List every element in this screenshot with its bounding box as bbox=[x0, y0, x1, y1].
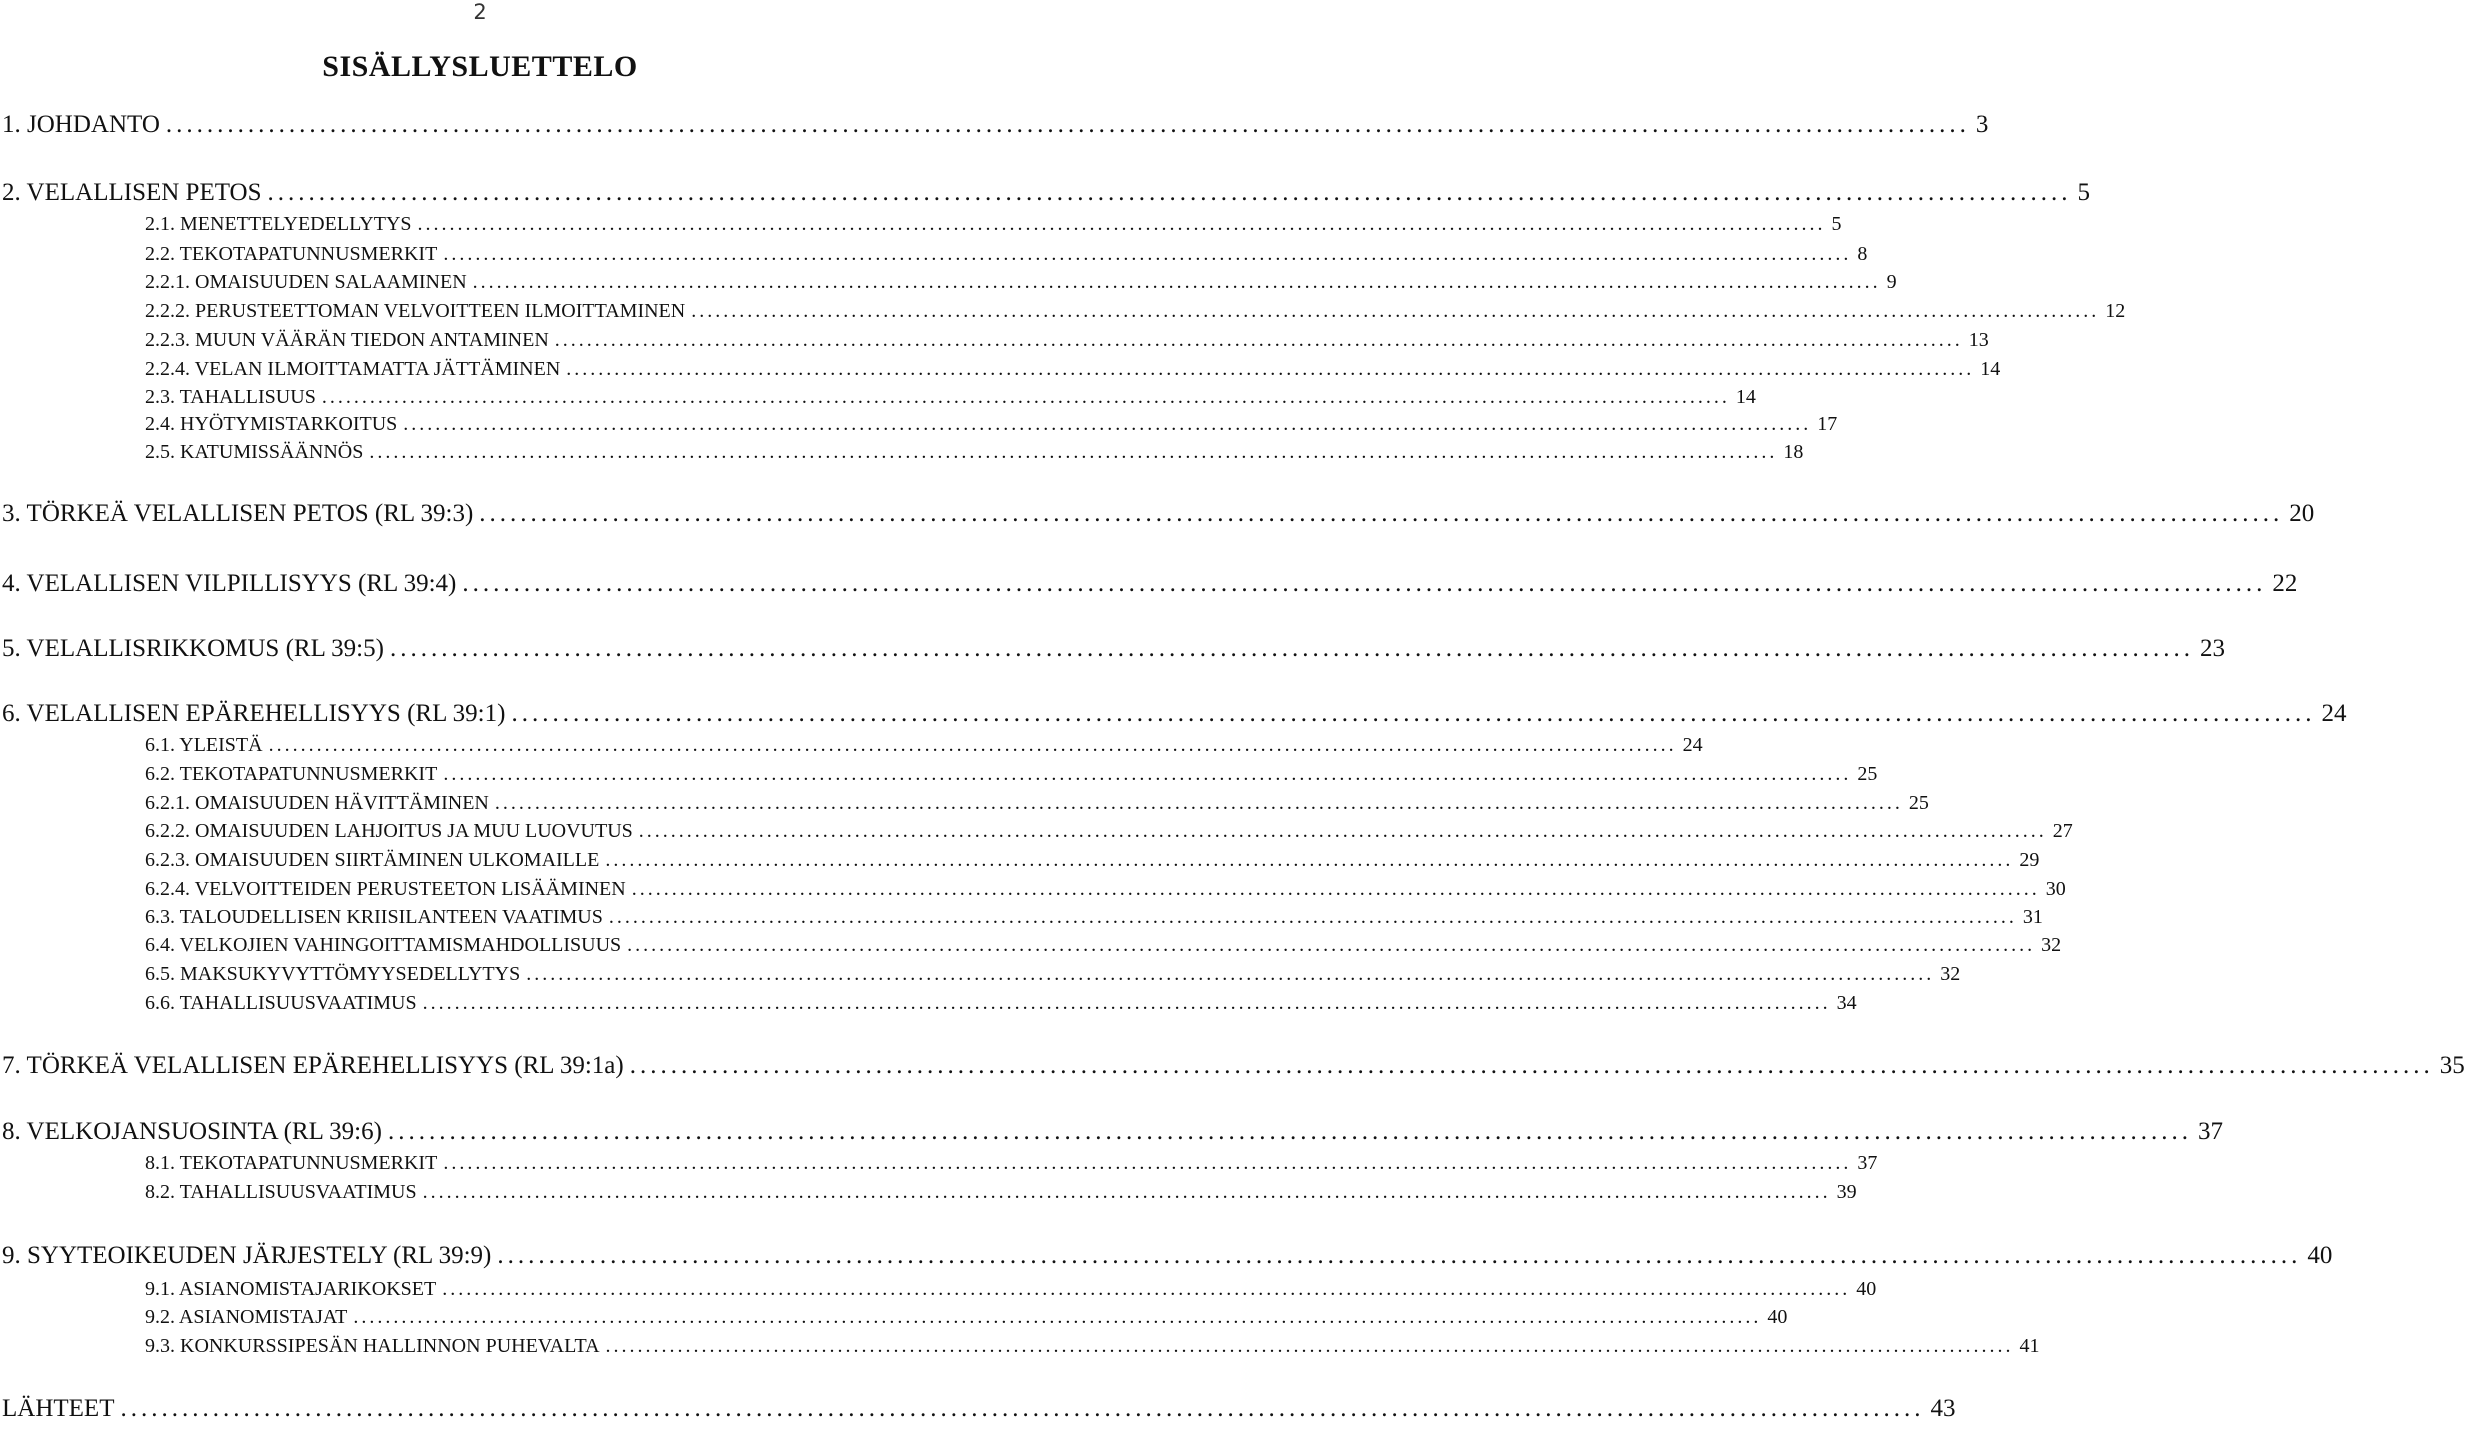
dot-leader: ................................................................................................................................................................................ bbox=[403, 413, 1812, 435]
toc-entry-label: LÄHTEET bbox=[2, 1394, 115, 1422]
toc-entry-page: 35 bbox=[2439, 1051, 2465, 1079]
toc-entry-label: 2.1. MENETTELYEDELLYTYS bbox=[145, 213, 412, 235]
toc-entry-page: 41 bbox=[2019, 1335, 2040, 1357]
toc-entry[interactable] bbox=[0, 358, 2001, 380]
dot-leader: ................................................................................................................................................................................ bbox=[462, 569, 2267, 597]
dot-leader: ................................................................................................................................................................................ bbox=[479, 499, 2284, 527]
toc-entry-label: 5. VELALLISRIKKOMUS (RL 39:5) bbox=[2, 634, 384, 662]
toc-entry-label: 9.2. ASIANOMISTAJAT bbox=[145, 1306, 348, 1328]
dot-leader: ................................................................................................................................................................................ bbox=[268, 734, 1677, 756]
toc-entry-page: 39 bbox=[1836, 1181, 1857, 1203]
toc-entry[interactable] bbox=[0, 734, 1703, 756]
toc-entry-label: 1. JOHDANTO bbox=[2, 110, 160, 138]
dot-leader: ................................................................................................................................................................................ bbox=[443, 763, 1852, 785]
toc-entry[interactable] bbox=[0, 849, 2040, 871]
toc-entry-label: 2.5. KATUMISSÄÄNNÖS bbox=[145, 441, 364, 463]
dot-leader: ................................................................................................................................................................................ bbox=[422, 992, 1831, 1014]
toc-entry-label: 6.2.1. OMAISUUDEN HÄVITTÄMINEN bbox=[145, 792, 489, 814]
toc-entry[interactable] bbox=[0, 1152, 1878, 1174]
toc-entry-page: 20 bbox=[2289, 499, 2315, 527]
dot-leader: ................................................................................................................................................................................ bbox=[321, 386, 1730, 408]
dot-leader: ................................................................................................................................................................................ bbox=[443, 243, 1852, 265]
toc-entry-label: 6.2. TEKOTAPATUNNUSMERKIT bbox=[145, 763, 438, 785]
toc-entry-page: 27 bbox=[2052, 820, 2073, 842]
toc-entry-page: 9 bbox=[1886, 271, 1897, 293]
toc-entry-page: 34 bbox=[1836, 992, 1857, 1014]
toc-entry[interactable] bbox=[0, 178, 2090, 206]
toc-entry[interactable] bbox=[0, 906, 2043, 928]
toc-entry-page: 14 bbox=[1980, 358, 2001, 380]
toc-entry-label: 8. VELKOJANSUOSINTA (RL 39:6) bbox=[2, 1117, 382, 1145]
toc-entry-page: 32 bbox=[1940, 963, 1961, 985]
toc-entry-label: 2.2.3. MUUN VÄÄRÄN TIEDON ANTAMINEN bbox=[145, 329, 549, 351]
toc-entry-label: 6.2.4. VELVOITTEIDEN PERUSTEETON LISÄÄMINEN bbox=[145, 878, 626, 900]
dot-leader: ................................................................................................................................................................................ bbox=[353, 1306, 1762, 1328]
dot-leader: ................................................................................................................................................................................ bbox=[443, 1152, 1852, 1174]
toc-entry[interactable] bbox=[0, 934, 2062, 956]
toc-entry-label: 4. VELALLISEN VILPILLISYYS (RL 39:4) bbox=[2, 569, 457, 597]
toc-entry-label: 2.3. TAHALLISUUS bbox=[145, 386, 316, 408]
toc-entry-page: 40 bbox=[1856, 1278, 1877, 1300]
toc-entry[interactable] bbox=[0, 386, 1756, 408]
dot-leader: ................................................................................................................................................................................ bbox=[526, 963, 1935, 985]
toc-entry-label: 6.4. VELKOJIEN VAHINGOITTAMISMAHDOLLISUUS bbox=[145, 934, 622, 956]
toc-entry[interactable] bbox=[0, 1278, 1877, 1300]
toc-entry[interactable] bbox=[0, 1117, 2223, 1145]
toc-entry-page: 8 bbox=[1857, 243, 1868, 265]
toc-entry-page: 12 bbox=[2105, 300, 2126, 322]
dot-leader: ................................................................................................................................................................................ bbox=[638, 820, 2047, 842]
toc-entry-page: 23 bbox=[2199, 634, 2225, 662]
dot-leader: ................................................................................................................................................................................ bbox=[369, 441, 1778, 463]
toc-entry-label: 2. VELALLISEN PETOS bbox=[2, 178, 262, 206]
toc-entry-page: 37 bbox=[2197, 1117, 2223, 1145]
dot-leader: ................................................................................................................................................................................ bbox=[387, 1117, 2192, 1145]
toc-entry-page: 29 bbox=[2019, 849, 2040, 871]
toc-entry-label: 2.2.1. OMAISUUDEN SALAAMINEN bbox=[145, 271, 467, 293]
toc-entry-label: 8.1. TEKOTAPATUNNUSMERKIT bbox=[145, 1152, 438, 1174]
toc-entry-label: 2.2.2. PERUSTEETTOMAN VELVOITTEEN ILMOITTAMINEN bbox=[145, 300, 686, 322]
dot-leader: ................................................................................................................................................................................ bbox=[554, 329, 1963, 351]
toc-entry-page: 32 bbox=[2041, 934, 2062, 956]
dot-leader: ................................................................................................................................................................................ bbox=[631, 878, 2040, 900]
toc-entry-label: 6. VELALLISEN EPÄREHELLISYYS (RL 39:1) bbox=[2, 699, 506, 727]
toc-entry-page: 13 bbox=[1968, 329, 1989, 351]
toc-entry-page: 40 bbox=[1767, 1306, 1788, 1328]
toc-entry[interactable] bbox=[0, 1051, 2465, 1079]
toc-entry[interactable] bbox=[0, 878, 2066, 900]
dot-leader: ................................................................................................................................................................................ bbox=[566, 358, 1975, 380]
dot-leader: ................................................................................................................................................................................ bbox=[120, 1394, 1925, 1422]
dot-leader: ................................................................................................................................................................................ bbox=[691, 300, 2100, 322]
toc-entry[interactable] bbox=[0, 699, 2347, 727]
toc-entry-page: 14 bbox=[1735, 386, 1756, 408]
page-number: 2 bbox=[473, 0, 487, 24]
toc-entry-label: 9.3. KONKURSSIPESÄN HALLINNON PUHEVALTA bbox=[145, 1335, 600, 1357]
toc-entry-page: 5 bbox=[1831, 213, 1842, 235]
dot-leader: ................................................................................................................................................................................ bbox=[389, 634, 2194, 662]
dot-leader: ................................................................................................................................................................................ bbox=[511, 699, 2316, 727]
toc-entry-label: 6.5. MAKSUKYVYTTÖMYYSEDELLYTYS bbox=[145, 963, 521, 985]
toc-entry-label: 7. TÖRKEÄ VELALLISEN EPÄREHELLISYYS (RL 39:1a) bbox=[2, 1051, 624, 1079]
toc-entry-page: 22 bbox=[2272, 569, 2298, 597]
toc-entry-label: 8.2. TAHALLISUUSVAATIMUS bbox=[145, 1181, 417, 1203]
toc-entry[interactable] bbox=[0, 634, 2225, 662]
toc-entry-label: 9.1. ASIANOMISTAJARIKOKSET bbox=[145, 1278, 437, 1300]
toc-entry-label: 6.2.2. OMAISUUDEN LAHJOITUS JA MUU LUOVUTUS bbox=[145, 820, 633, 842]
toc-entry[interactable] bbox=[0, 1335, 2040, 1357]
dot-leader: ................................................................................................................................................................................ bbox=[608, 906, 2017, 928]
toc-entry[interactable] bbox=[0, 1241, 2333, 1269]
toc-entry-page: 24 bbox=[2321, 699, 2347, 727]
toc-entry-page: 25 bbox=[1908, 792, 1929, 814]
toc-entry[interactable] bbox=[0, 763, 1878, 785]
toc-entry[interactable] bbox=[0, 110, 1989, 138]
dot-leader: ................................................................................................................................................................................ bbox=[267, 178, 2072, 206]
toc-entry[interactable] bbox=[0, 1306, 1788, 1328]
toc-entry[interactable] bbox=[0, 820, 2073, 842]
toc-entry-page: 3 bbox=[1975, 110, 1989, 138]
dot-leader: ................................................................................................................................................................................ bbox=[494, 792, 1903, 814]
toc-entry-page: 31 bbox=[2022, 906, 2043, 928]
toc-entry-page: 43 bbox=[1930, 1394, 1956, 1422]
dot-leader: ................................................................................................................................................................................ bbox=[165, 110, 1970, 138]
toc-entry[interactable] bbox=[0, 413, 1838, 435]
dot-leader: ................................................................................................................................................................................ bbox=[627, 934, 2036, 956]
toc-entry-page: 18 bbox=[1783, 441, 1804, 463]
toc-entry-page: 30 bbox=[2045, 878, 2066, 900]
dot-leader: ................................................................................................................................................................................ bbox=[605, 1335, 2014, 1357]
toc-entry-label: 2.4. HYÖTYMISTARKOITUS bbox=[145, 413, 398, 435]
toc-entry[interactable] bbox=[0, 441, 1804, 463]
dot-leader: ................................................................................................................................................................................ bbox=[442, 1278, 1851, 1300]
dot-leader: ................................................................................................................................................................................ bbox=[422, 1181, 1831, 1203]
toc-entry-page: 24 bbox=[1682, 734, 1703, 756]
toc-entry[interactable] bbox=[0, 1181, 1857, 1203]
toc-entry-page: 37 bbox=[1857, 1152, 1878, 1174]
toc-entry-label: 2.2. TEKOTAPATUNNUSMERKIT bbox=[145, 243, 438, 265]
toc-entry-label: 6.6. TAHALLISUUSVAATIMUS bbox=[145, 992, 417, 1014]
toc-entry-page: 17 bbox=[1817, 413, 1838, 435]
dot-leader: ................................................................................................................................................................................ bbox=[497, 1241, 2302, 1269]
toc-entry[interactable] bbox=[0, 243, 1868, 265]
toc-entry[interactable] bbox=[0, 300, 2126, 322]
toc-entry-label: 2.2.4. VELAN ILMOITTAMATTA JÄTTÄMINEN bbox=[145, 358, 561, 380]
dot-leader: ................................................................................................................................................................................ bbox=[629, 1051, 2434, 1079]
toc-entry[interactable] bbox=[0, 499, 2315, 527]
dot-leader: ................................................................................................................................................................................ bbox=[417, 213, 1826, 235]
toc-entry[interactable] bbox=[0, 992, 1857, 1014]
toc-entry[interactable] bbox=[0, 569, 2298, 597]
toc-entry-label: 9. SYYTEOIKEUDEN JÄRJESTELY (RL 39:9) bbox=[2, 1241, 492, 1269]
toc-entry[interactable] bbox=[0, 329, 1989, 351]
toc-entry[interactable] bbox=[0, 271, 1897, 293]
toc-entry[interactable] bbox=[0, 1394, 1956, 1422]
toc-entry[interactable] bbox=[0, 963, 1961, 985]
toc-entry-label: 6.2.3. OMAISUUDEN SIIRTÄMINEN ULKOMAILLE bbox=[145, 849, 600, 871]
toc-title: SISÄLLYSLUETTELO bbox=[322, 50, 638, 83]
toc-entry-page: 25 bbox=[1857, 763, 1878, 785]
toc-entry[interactable] bbox=[0, 792, 1929, 814]
dot-leader: ................................................................................................................................................................................ bbox=[605, 849, 2014, 871]
toc-entry-page: 5 bbox=[2077, 178, 2090, 206]
toc-entry-label: 6.1. YLEISTÄ bbox=[145, 734, 263, 756]
toc-entry-label: 3. TÖRKEÄ VELALLISEN PETOS (RL 39:3) bbox=[2, 499, 474, 527]
dot-leader: ................................................................................................................................................................................ bbox=[472, 271, 1881, 293]
toc-entry[interactable] bbox=[0, 213, 1842, 235]
toc-entry-label: 6.3. TALOUDELLISEN KRIISILANTEEN VAATIMUS bbox=[145, 906, 603, 928]
toc-entry-page: 40 bbox=[2307, 1241, 2333, 1269]
